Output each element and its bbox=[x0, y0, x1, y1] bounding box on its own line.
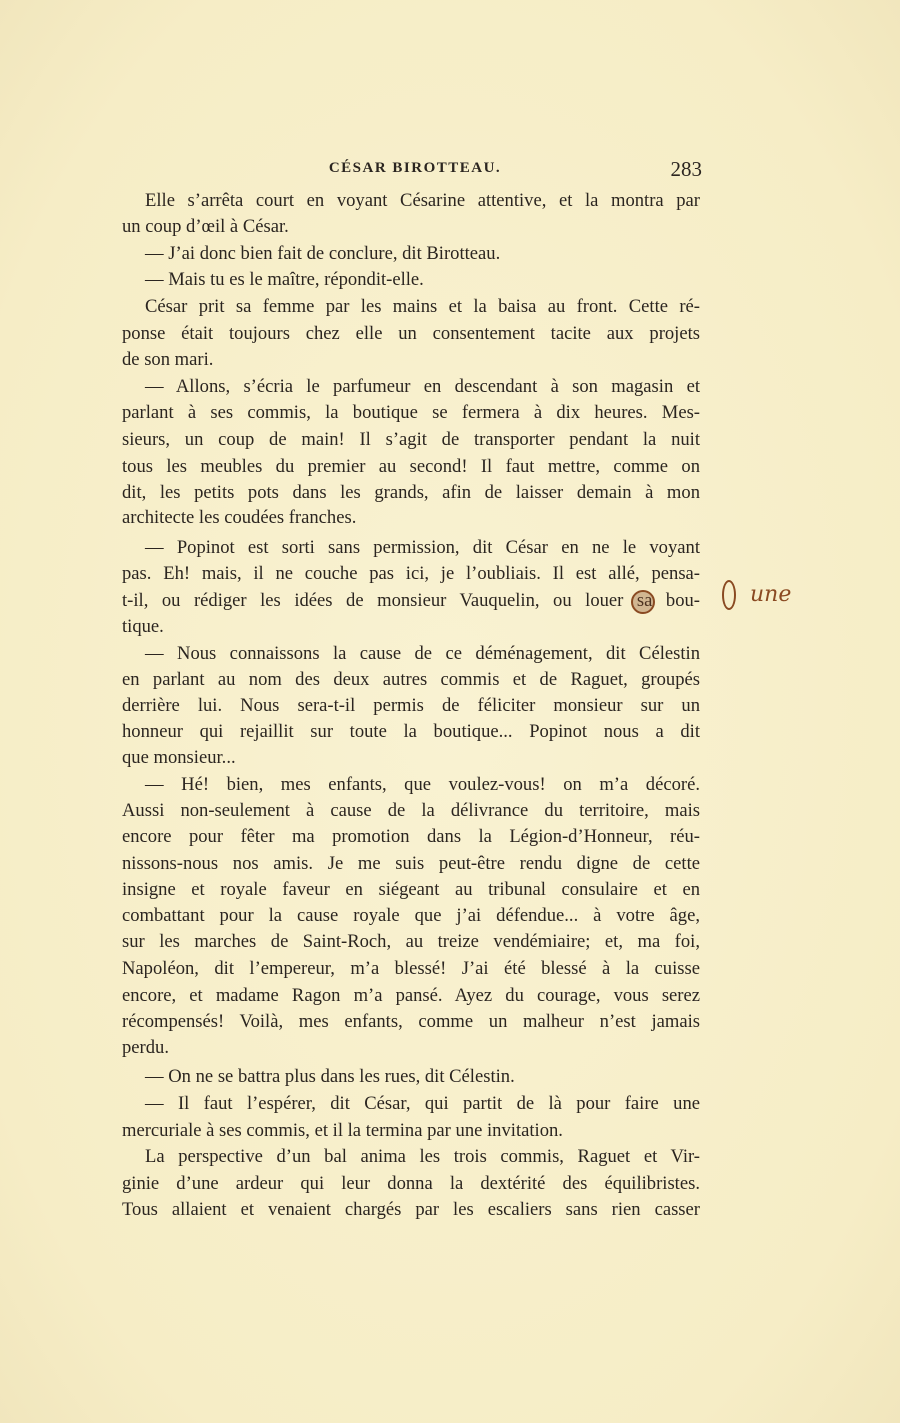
text-line: La perspective d’un bal anima les trois commis, Raguet et Vir- bbox=[145, 1146, 700, 1167]
text-line: tique. bbox=[122, 616, 164, 637]
handwritten-margin-note bbox=[722, 580, 791, 610]
text-line: perdu. bbox=[122, 1037, 169, 1058]
text-line: honneur qui rejaillit sur toute la boutique... Popinot nous a dit bbox=[122, 721, 700, 742]
text-line: — Allons, s’écria le parfumeur en descendant à son magasin et bbox=[145, 376, 700, 397]
text-line: — On ne se battra plus dans les rues, dit Célestin. bbox=[145, 1066, 515, 1087]
text-line: que monsieur... bbox=[122, 747, 236, 768]
text-line: combattant pour la cause royale que j’ai défendue... à votre âge, bbox=[122, 905, 700, 926]
running-title: CÉSAR BIROTTEAU. bbox=[328, 160, 502, 176]
margin-note-text: une bbox=[750, 582, 792, 607]
text-line: architecte les coudées franches. bbox=[122, 507, 357, 528]
text-line: ginie d’une ardeur qui leur donna la dextérité des équilibristes. bbox=[122, 1173, 700, 1194]
text-line: derrière lui. Nous sera-t-il permis de féliciter monsieur sur un bbox=[122, 695, 700, 716]
page-number: 283 bbox=[670, 157, 702, 181]
text-line: — J’ai donc bien fait de conclure, dit Birotteau. bbox=[145, 243, 501, 264]
text-line: — Popinot est sorti sans permission, dit César en ne le voyant bbox=[145, 537, 700, 558]
text-line: insigne et royale faveur en siégeant au tribunal consulaire et en bbox=[122, 879, 700, 900]
text-line: dit, les petits pots dans les grands, afin de laisser demain à mon bbox=[122, 482, 700, 503]
text-line: sieurs, un coup de main! Il s’agit de transporter pendant la nuit bbox=[122, 429, 700, 450]
text-line: récompensés! Voilà, mes enfants, comme un malheur n’est jamais bbox=[122, 1011, 700, 1032]
text-line: t-il, ou rédiger les idées de monsieur Vauquelin, ou louer sa bou- bbox=[122, 590, 700, 611]
text-line: ponse était toujours chez elle un consentement tacite aux projets bbox=[122, 323, 700, 344]
text-line: nissons-nous nos amis. Je me suis peut-être rendu digne de cette bbox=[122, 853, 700, 874]
text-line: Aussi non-seulement à cause de la délivrance du territoire, mais bbox=[122, 800, 700, 821]
text-line: sur les marches de Saint-Roch, au treize vendémiaire; et, ma foi, bbox=[122, 931, 700, 952]
text-line: — Nous connaissons la cause de ce déménagement, dit Célestin bbox=[145, 643, 700, 664]
text-line: — Mais tu es le maître, répondit-elle. bbox=[145, 269, 424, 290]
text-line: un coup d’œil à César. bbox=[122, 216, 289, 237]
text-line: de son mari. bbox=[122, 349, 214, 370]
handwritten-circle-mark bbox=[631, 590, 655, 614]
text-line: — Il faut l’espérer, dit César, qui partit de là pour faire une bbox=[145, 1093, 700, 1114]
text-line: César prit sa femme par les mains et la baisa au front. Cette ré- bbox=[145, 296, 700, 317]
text-line: — Hé! bien, mes enfants, que voulez-vous! on m’a décoré. bbox=[145, 774, 700, 795]
text-line: Napoléon, dit l’empereur, m’a blessé! J’ai été blessé à la cuisse bbox=[122, 958, 700, 979]
text-line: encore pour fêter ma promotion dans la Légion-d’Honneur, réu- bbox=[122, 826, 700, 847]
text-line: Elle s’arrêta court en voyant Césarine attentive, et la montra par bbox=[145, 190, 700, 211]
text-line: mercuriale à ses commis, et il la termina par une invitation. bbox=[122, 1120, 563, 1141]
text-line: pas. Eh! mais, il ne couche pas ici, je l’oubliais. Il est allé, pensa- bbox=[122, 563, 700, 584]
text-line: parlant à ses commis, la boutique se fermera à dix heures. Mes- bbox=[122, 402, 700, 423]
text-line: Tous allaient et venaient chargés par les escaliers sans rien casser bbox=[122, 1199, 700, 1220]
insertion-mark-icon bbox=[722, 580, 736, 610]
text-line: tous les meubles du premier au second! Il faut mettre, comme on bbox=[122, 456, 700, 477]
text-line: en parlant au nom des deux autres commis et de Raguet, groupés bbox=[122, 669, 700, 690]
text-line: encore, et madame Ragon m’a pansé. Ayez du courage, vous serez bbox=[122, 985, 700, 1006]
